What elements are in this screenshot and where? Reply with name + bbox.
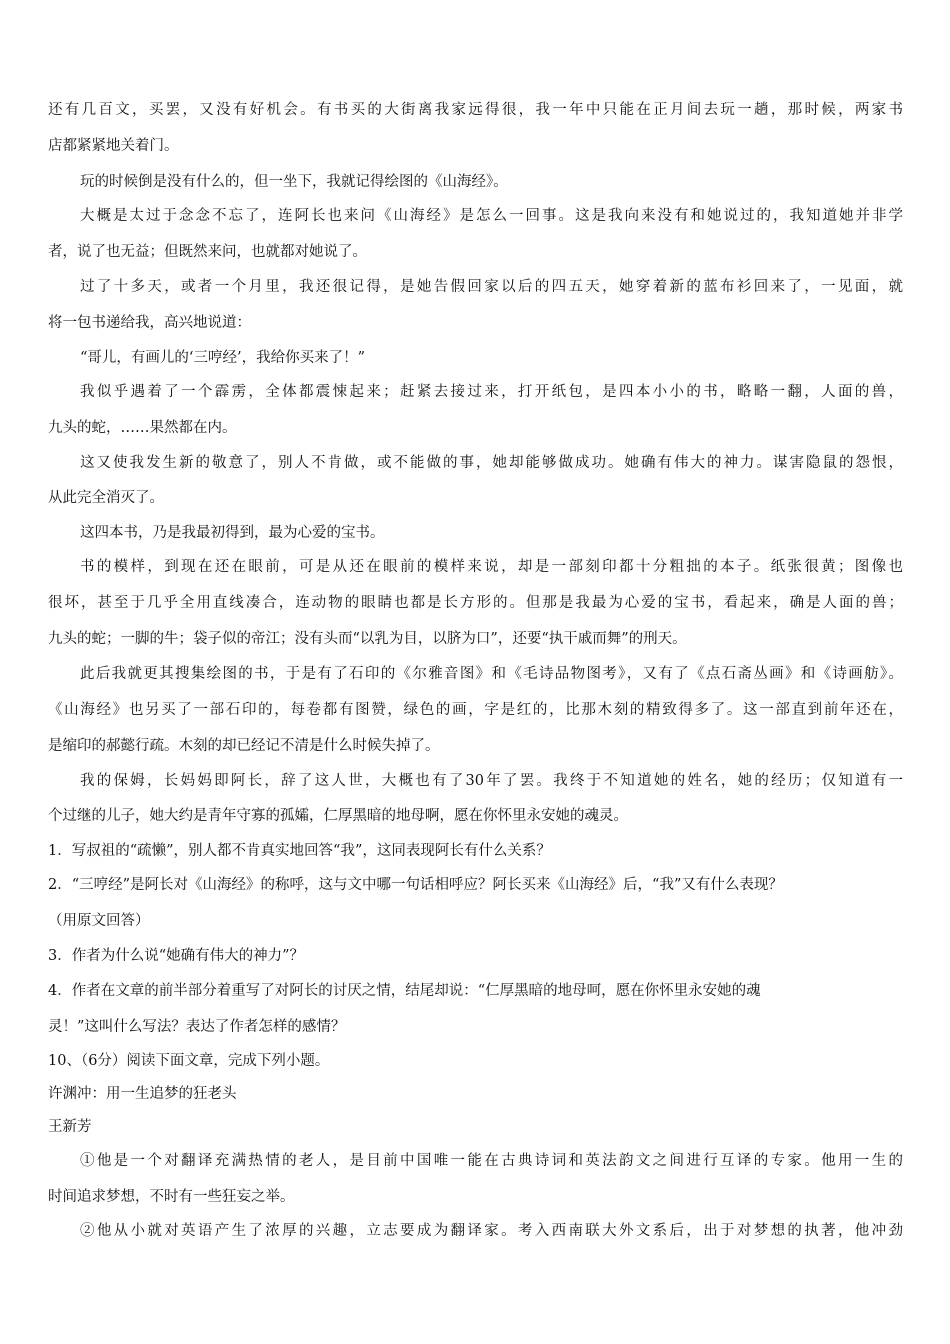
article-line-20: 我的保姆，长妈妈即阿长，辞了这人世，大概也有了30年了罢。我终于不知道她的姓名，她的经历；仅知道有一 [80,773,903,789]
question-3: 3．作者为什么说“她确有伟大的神力”？ [48,948,305,964]
question-1: 1．写叔祖的“疏懒”，别人都不肯真实地回答“我”，这同表现阿长有什么关系？ [48,843,551,859]
article-line-8: “哥儿，有画儿的‘三哼经’，我给你买来了！” [80,350,366,366]
article-line-14: 书的模样，到现在还在眼前，可是从还在眼前的模样来说，却是一部刻印都十分粗拙的本子。纸张很黄；图像也 [80,559,903,575]
article-line-9: 我似乎遇着了一个霹雳，全体都震悚起来；赶紧去接过来，打开纸包，是四本小小的书，略略一翻，人面的兽， [80,384,903,400]
article-line-18: 《山海经》也另买了一部石印的，每卷都有图赞，绿色的画，字是红的，比那木刻的精致得多了。这一部直到前年还在， [48,702,903,718]
article-author: 王新芳 [48,1119,92,1135]
question-2-line-2: （用原文回答） [48,913,150,929]
article-line-7: 将一包书递给我，高兴地说道： [48,315,251,331]
article-line-10: 九头的蛇，……果然都在内。 [48,420,237,436]
article-line-1: 还有几百文，买罢，又没有好机会。有书买的大街离我家远得很，我一年中只能在正月间去玩一趟，那时候，两家书 [48,102,903,118]
article-line-21: 个过继的儿子，她大约是青年守寡的孤孀，仁厚黑暗的地母啊，愿在你怀里永安她的魂灵。 [48,808,628,824]
article-line-15: 很坏，甚至于几乎全用直线凑合，连动物的眼睛也都是长方形的。但那是我最为心爱的宝书，看起来，确是人面的兽； [48,595,903,611]
section-10-line-1: ①他是一个对翻译充满热情的老人，是目前中国唯一能在古典诗词和英法韵文之间进行互译的专家。他用一生的 [80,1153,903,1169]
question-2-line-1: 2．“三哼经”是阿长对《山海经》的称呼，这与文中哪一句话相呼应？阿长买来《山海经》后，“我”又有什么表现？ [48,877,783,893]
question-4-line-1: 4．作者在文章的前半部分着重写了对阿长的讨厌之情，结尾却说：“仁厚黑暗的地母呵，愿在你怀里永安她的魂 [48,983,761,999]
article-line-16: 九头的蛇；一脚的牛；袋子似的帝江；没有头而“以乳为目，以脐为口”，还要“执干戚而舞”的刑天。 [48,631,687,647]
article-line-11: 这又使我发生新的敬意了，别人不肯做，或不能做的事，她却能够做成功。她确有伟大的神力。谋害隐鼠的怨恨， [80,455,903,471]
article-line-3: 玩的时候倒是没有什么的，但一坐下，我就记得绘图的《山海经》。 [80,174,508,190]
article-line-19: 是缩印的郝懿行疏。木刻的却已经记不清是什么时候失掉了。 [48,738,440,754]
article-line-13: 这四本书，乃是我最初得到，最为心爱的宝书。 [80,525,385,541]
section-10-line-3: ②他从小就对英语产生了浓厚的兴趣，立志要成为翻译家。考入西南联大外文系后，出于对梦想的执著，他冲劲 [80,1223,903,1239]
section-10-line-2: 时间追求梦想，不时有一些狂妄之举。 [48,1189,295,1205]
question-4-line-2: 灵！”这叫什么写法？表达了作者怎样的感情？ [48,1019,346,1035]
article-title: 许渊冲：用一生追梦的狂老头 [48,1086,237,1102]
article-line-12: 从此完全消灭了。 [48,490,164,506]
article-line-4: 大概是太过于念念不忘了，连阿长也来问《山海经》是怎么一回事。这是我向来没有和她说过的，我知道她并非学 [80,208,903,224]
article-line-6: 过了十多天，或者一个月里，我还很记得，是她告假回家以后的四五天，她穿着新的蓝布衫回来了，一见面，就 [80,279,903,295]
article-line-5: 者，说了也无益；但既然来问，也就都对她说了。 [48,244,367,260]
article-line-2: 店都紧紧地关着门。 [48,138,179,154]
section-10-heading: 10、（6分）阅读下面文章，完成下列小题。 [48,1053,330,1069]
article-line-17: 此后我就更其搜集绘图的书，于是有了石印的《尔雅音图》和《毛诗品物图考》，又有了《点石斋丛画》和《诗画舫》。 [80,666,903,682]
